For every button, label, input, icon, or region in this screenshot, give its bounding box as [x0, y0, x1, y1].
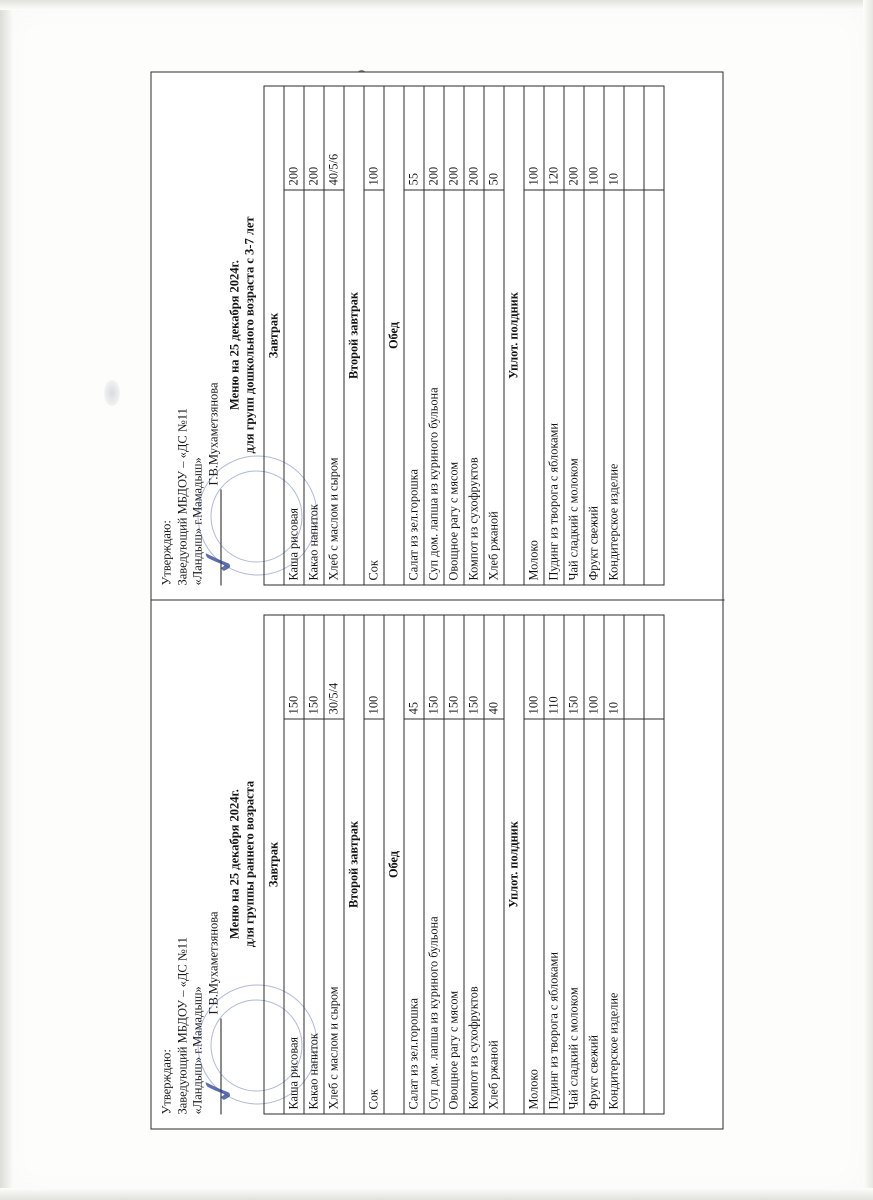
handwritten-signature: ✓: [193, 1068, 244, 1111]
dish-qty: 100: [584, 615, 604, 719]
menu-row-blank: [644, 86, 664, 585]
menu-row: [464, 86, 484, 585]
dish-name: Пудинг из творога с яблоками: [544, 719, 564, 1114]
dish-name: Молоко: [524, 190, 544, 585]
menu-row: [324, 615, 344, 1114]
menu-row: [464, 615, 484, 1114]
dish-name: Суп дом. лапша из куриного бульона: [424, 719, 444, 1114]
menu-section-label: Обед: [384, 86, 404, 585]
dish-name: Суп дом. лапша из куриного бульона: [424, 190, 444, 585]
dish-name: Какао напиток: [304, 190, 324, 585]
dish-name: Кондитерское изделие: [604, 719, 624, 1114]
menu-preschool-group: [151, 71, 724, 600]
dish-name: Овощное рагу с мясом: [444, 719, 464, 1114]
approval-line-3: «Ландыш» г.Мамадыш»: [190, 986, 204, 1115]
menu-table-body-left: [264, 615, 664, 1114]
dish-name: [624, 719, 644, 1114]
dish-qty: 150: [464, 615, 484, 719]
dish-name: Хлеб ржаной: [484, 190, 504, 585]
dish-name: Фрукт свежий: [584, 190, 604, 585]
approval-line-2: Заведующий МБДОУ – «ДС №11: [174, 937, 189, 1115]
menu-row: [304, 86, 324, 585]
dish-name: Пудинг из творога с яблоками: [544, 190, 564, 585]
paper-smudge: [104, 380, 120, 406]
menu-row: [544, 86, 564, 585]
menu-section-label: Второй завтрак: [344, 615, 364, 1114]
dish-qty: 110: [544, 615, 564, 719]
dish-qty: 100: [584, 86, 604, 190]
dish-qty: 150: [424, 615, 444, 719]
menu-section-label: Завтрак: [264, 615, 284, 1114]
menu-section-row: [264, 615, 284, 1114]
menu-row-blank: [624, 615, 644, 1114]
menu-section-row: [344, 615, 364, 1114]
approval-signature-name: Г.В.Мухаметзянова: [205, 911, 220, 1015]
menu-row: [364, 86, 384, 585]
dish-name: Хлеб с маслом и сыром: [324, 719, 344, 1114]
menu-sheet-border: [150, 72, 723, 1130]
dish-qty: 100: [524, 615, 544, 719]
menu-row: [524, 86, 544, 585]
dish-qty: 40: [484, 615, 504, 719]
menu-row: [524, 615, 544, 1114]
dish-qty: 45: [404, 615, 424, 719]
approval-line-2: Заведующий МБДОУ – «ДС №11: [174, 408, 189, 586]
menu-section-label: Уплот. полдник: [504, 86, 524, 585]
approval-line-3: «Ландыш» г.Мамадыш»: [190, 457, 204, 586]
menu-title-right-line1: Меню на 25 декабря 2024г.: [227, 260, 241, 410]
dish-name: Каша рисовая: [284, 190, 304, 585]
menu-row: [444, 86, 464, 585]
dish-qty: 40/5/6: [324, 86, 344, 190]
menu-row-blank: [644, 615, 664, 1114]
menu-title-left-line2: для группы раннего возраста: [242, 780, 256, 948]
approval-line-1: Утверждаю:: [159, 1049, 173, 1115]
dish-name: Фрукт свежий: [584, 719, 604, 1114]
menu-row: [404, 86, 424, 585]
dish-name: Компот из сухофруктов: [464, 719, 484, 1114]
menu-row: [564, 615, 584, 1114]
menu-row: [284, 615, 304, 1114]
dish-name: Хлеб ржаной: [484, 719, 504, 1114]
dish-qty: 200: [284, 86, 304, 190]
menu-section-row: [504, 86, 524, 585]
menu-title-left: [227, 600, 257, 1129]
dish-qty: 200: [424, 86, 444, 190]
dish-name: [644, 190, 664, 585]
menu-row-blank: [624, 86, 644, 585]
dish-name: Салат из зел.горошка: [404, 719, 424, 1114]
dish-name: Чай сладкий с молоком: [564, 719, 584, 1114]
dish-qty: 200: [564, 86, 584, 190]
dish-qty: 55: [404, 86, 424, 190]
dish-qty: [644, 615, 664, 719]
dish-name: Компот из сухофруктов: [464, 190, 484, 585]
menu-row: [284, 86, 304, 585]
dish-qty: 200: [444, 86, 464, 190]
menu-section-row: [504, 615, 524, 1114]
menu-row: [484, 615, 504, 1114]
dish-qty: [624, 86, 644, 190]
dish-qty: 100: [364, 86, 384, 190]
menu-table-early-age: [263, 615, 664, 1115]
menu-sheet: [150, 72, 723, 1130]
dish-qty: 10: [604, 86, 624, 190]
menu-row: [364, 615, 384, 1114]
dish-name: [644, 719, 664, 1114]
menu-row: [424, 615, 444, 1114]
dish-name: [624, 190, 644, 585]
menu-section-row: [384, 615, 404, 1114]
menu-title-right-line2: для групп дошкольного возраста с 3-7 лет: [242, 216, 256, 454]
menu-row: [404, 615, 424, 1114]
dish-qty: 50: [484, 86, 504, 190]
dish-name: Молоко: [524, 719, 544, 1114]
dish-qty: 100: [524, 86, 544, 190]
dish-name: Чай сладкий с молоком: [564, 190, 584, 585]
menu-section-row: [264, 86, 284, 585]
menu-row: [564, 86, 584, 585]
menu-row: [484, 86, 504, 585]
menu-section-row: [384, 86, 404, 585]
dish-qty: 200: [304, 86, 324, 190]
menu-row: [584, 615, 604, 1114]
dish-name: Салат из зел.горошка: [404, 190, 424, 585]
menu-row: [604, 86, 624, 585]
menu-section-row: [344, 86, 364, 585]
approval-line-1: Утверждаю:: [159, 520, 173, 586]
menu-row: [604, 615, 624, 1114]
paper-edge-right: [863, 0, 873, 1200]
dish-name: Сок: [364, 190, 384, 585]
menu-row: [544, 615, 564, 1114]
approval-signature-name: Г.В.Мухаметзянова: [205, 382, 220, 486]
menu-title-right: [227, 71, 257, 600]
menu-section-label: Второй завтрак: [344, 86, 364, 585]
menu-table-preschool: [263, 86, 664, 586]
dish-qty: 10: [604, 615, 624, 719]
dish-qty: 200: [464, 86, 484, 190]
paper-edge-bottom: [0, 1188, 873, 1200]
paper-edge-top: [0, 0, 873, 10]
dish-name: Какао напиток: [304, 719, 324, 1114]
menu-row: [444, 615, 464, 1114]
menu-section-label: Уплот. полдник: [504, 615, 524, 1114]
menu-section-label: Завтрак: [264, 86, 284, 585]
menu-title-left-line1: Меню на 25 декабря 2024г.: [227, 789, 241, 939]
handwritten-signature: ✓: [193, 539, 244, 582]
dish-qty: 120: [544, 86, 564, 190]
dish-name: Сок: [364, 719, 384, 1114]
menu-early-age-group: [151, 600, 724, 1129]
dish-name: Кондитерское изделие: [604, 190, 624, 585]
dish-qty: [624, 615, 644, 719]
dish-qty: 30/5/4: [324, 615, 344, 719]
menu-table-body-right: [264, 86, 664, 585]
menu-row: [304, 615, 324, 1114]
menu-row: [424, 86, 444, 585]
dish-qty: 150: [564, 615, 584, 719]
dish-name: Каша рисовая: [284, 719, 304, 1114]
dish-name: Овощное рагу с мясом: [444, 190, 464, 585]
dish-qty: 150: [284, 615, 304, 719]
menu-row: [584, 86, 604, 585]
dish-qty: 150: [444, 615, 464, 719]
paper-edge-left: [0, 0, 14, 1200]
menu-section-label: Обед: [384, 615, 404, 1114]
dish-qty: [644, 86, 664, 190]
dish-qty: 100: [364, 615, 384, 719]
menu-row: [324, 86, 344, 585]
dish-qty: 150: [304, 615, 324, 719]
dish-name: Хлеб с маслом и сыром: [324, 190, 344, 585]
